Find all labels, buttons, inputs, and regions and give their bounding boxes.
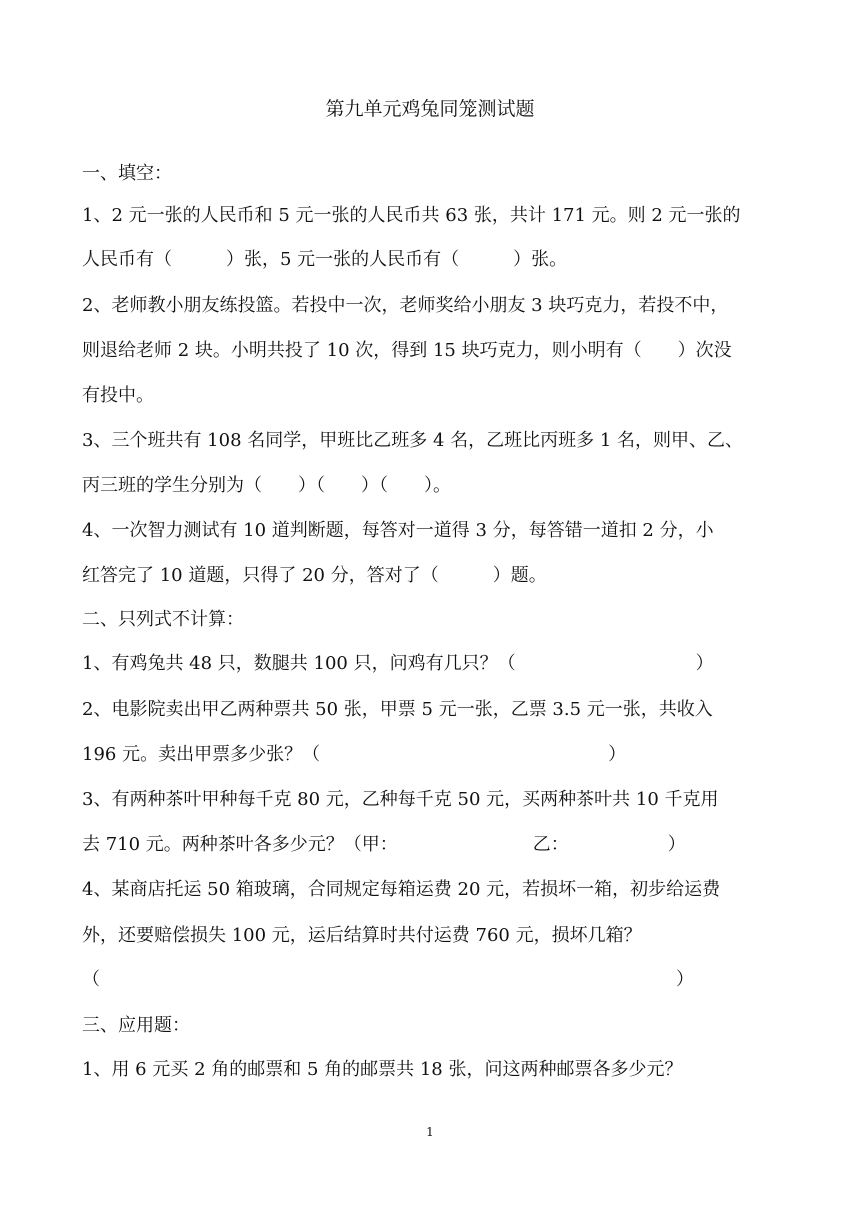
s2-q3-line2: 去 710 元。两种茶叶各多少元？（甲： 乙： ）: [82, 834, 686, 855]
s1-q1-line1: 1、2 元一张的人民币和 5 元一张的人民币共 63 张，共计 171 元。则 2 元一张的: [82, 205, 741, 226]
s2-q4-line3: （ ）: [82, 969, 694, 990]
s1-q2-line1: 2、老师教小朋友练投篮。若投中一次，老师奖给小朋友 3 块巧克力，若投不中，: [82, 295, 729, 316]
page-title: 第九单元鸡兔同笼测试题: [325, 98, 535, 120]
s1-q1-line2: 人民币有（ ）张，5 元一张的人民币有（ ）张。: [82, 249, 568, 270]
s2-q2-line1: 2、电影院卖出甲乙两种票共 50 张，甲票 5 元一张，乙票 3.5 元一张，共收入: [82, 699, 713, 720]
page-number: 1: [426, 1125, 434, 1139]
section-2-heading: 二、只列式不计算：: [82, 609, 244, 630]
s3-q1-line1: 1、用 6 元买 2 角的邮票和 5 角的邮票共 18 张，问这两种邮票各多少元？: [82, 1059, 683, 1080]
s2-q4-line1: 4、某商店托运 50 箱玻璃，合同规定每箱运费 20 元，若损坏一箱，初步给运费: [82, 879, 721, 900]
s1-q2-line3: 有投中。: [82, 385, 154, 406]
s1-q4-line1: 4、一次智力测试有 10 道判断题，每答对一道得 3 分，每答错一道扣 2 分，小: [82, 520, 714, 541]
section-3-heading: 三、应用题：: [82, 1015, 190, 1036]
s2-q3-line1: 3、有两种茶叶甲种每千克 80 元，乙种每千克 50 元，买两种茶叶共 10 千克用: [82, 789, 719, 810]
s2-q4-line2: 外，还要赔偿损失 100 元，运后结算时共付运费 760 元，损坏几箱？: [82, 925, 642, 946]
s1-q2-line2: 则退给老师 2 块。小明共投了 10 次，得到 15 块巧克力，则小明有（ ）次没: [82, 340, 732, 361]
s2-q1-line1: 1、有鸡兔共 48 只，数腿共 100 只，问鸡有几只？（ ）: [82, 653, 714, 674]
s2-q2-line2: 196 元。卖出甲票多少张？（ ）: [82, 744, 627, 765]
section-1-heading: 一、填空：: [82, 163, 172, 184]
s1-q4-line2: 红答完了 10 道题，只得了 20 分，答对了（ ）题。: [82, 565, 547, 586]
s1-q3-line1: 3、三个班共有 108 名同学，甲班比乙班多 4 名，乙班比丙班多 1 名，则甲、乙、: [82, 430, 744, 451]
s1-q3-line2: 丙三班的学生分别为（ ）（ ）（ ）。: [82, 475, 451, 496]
